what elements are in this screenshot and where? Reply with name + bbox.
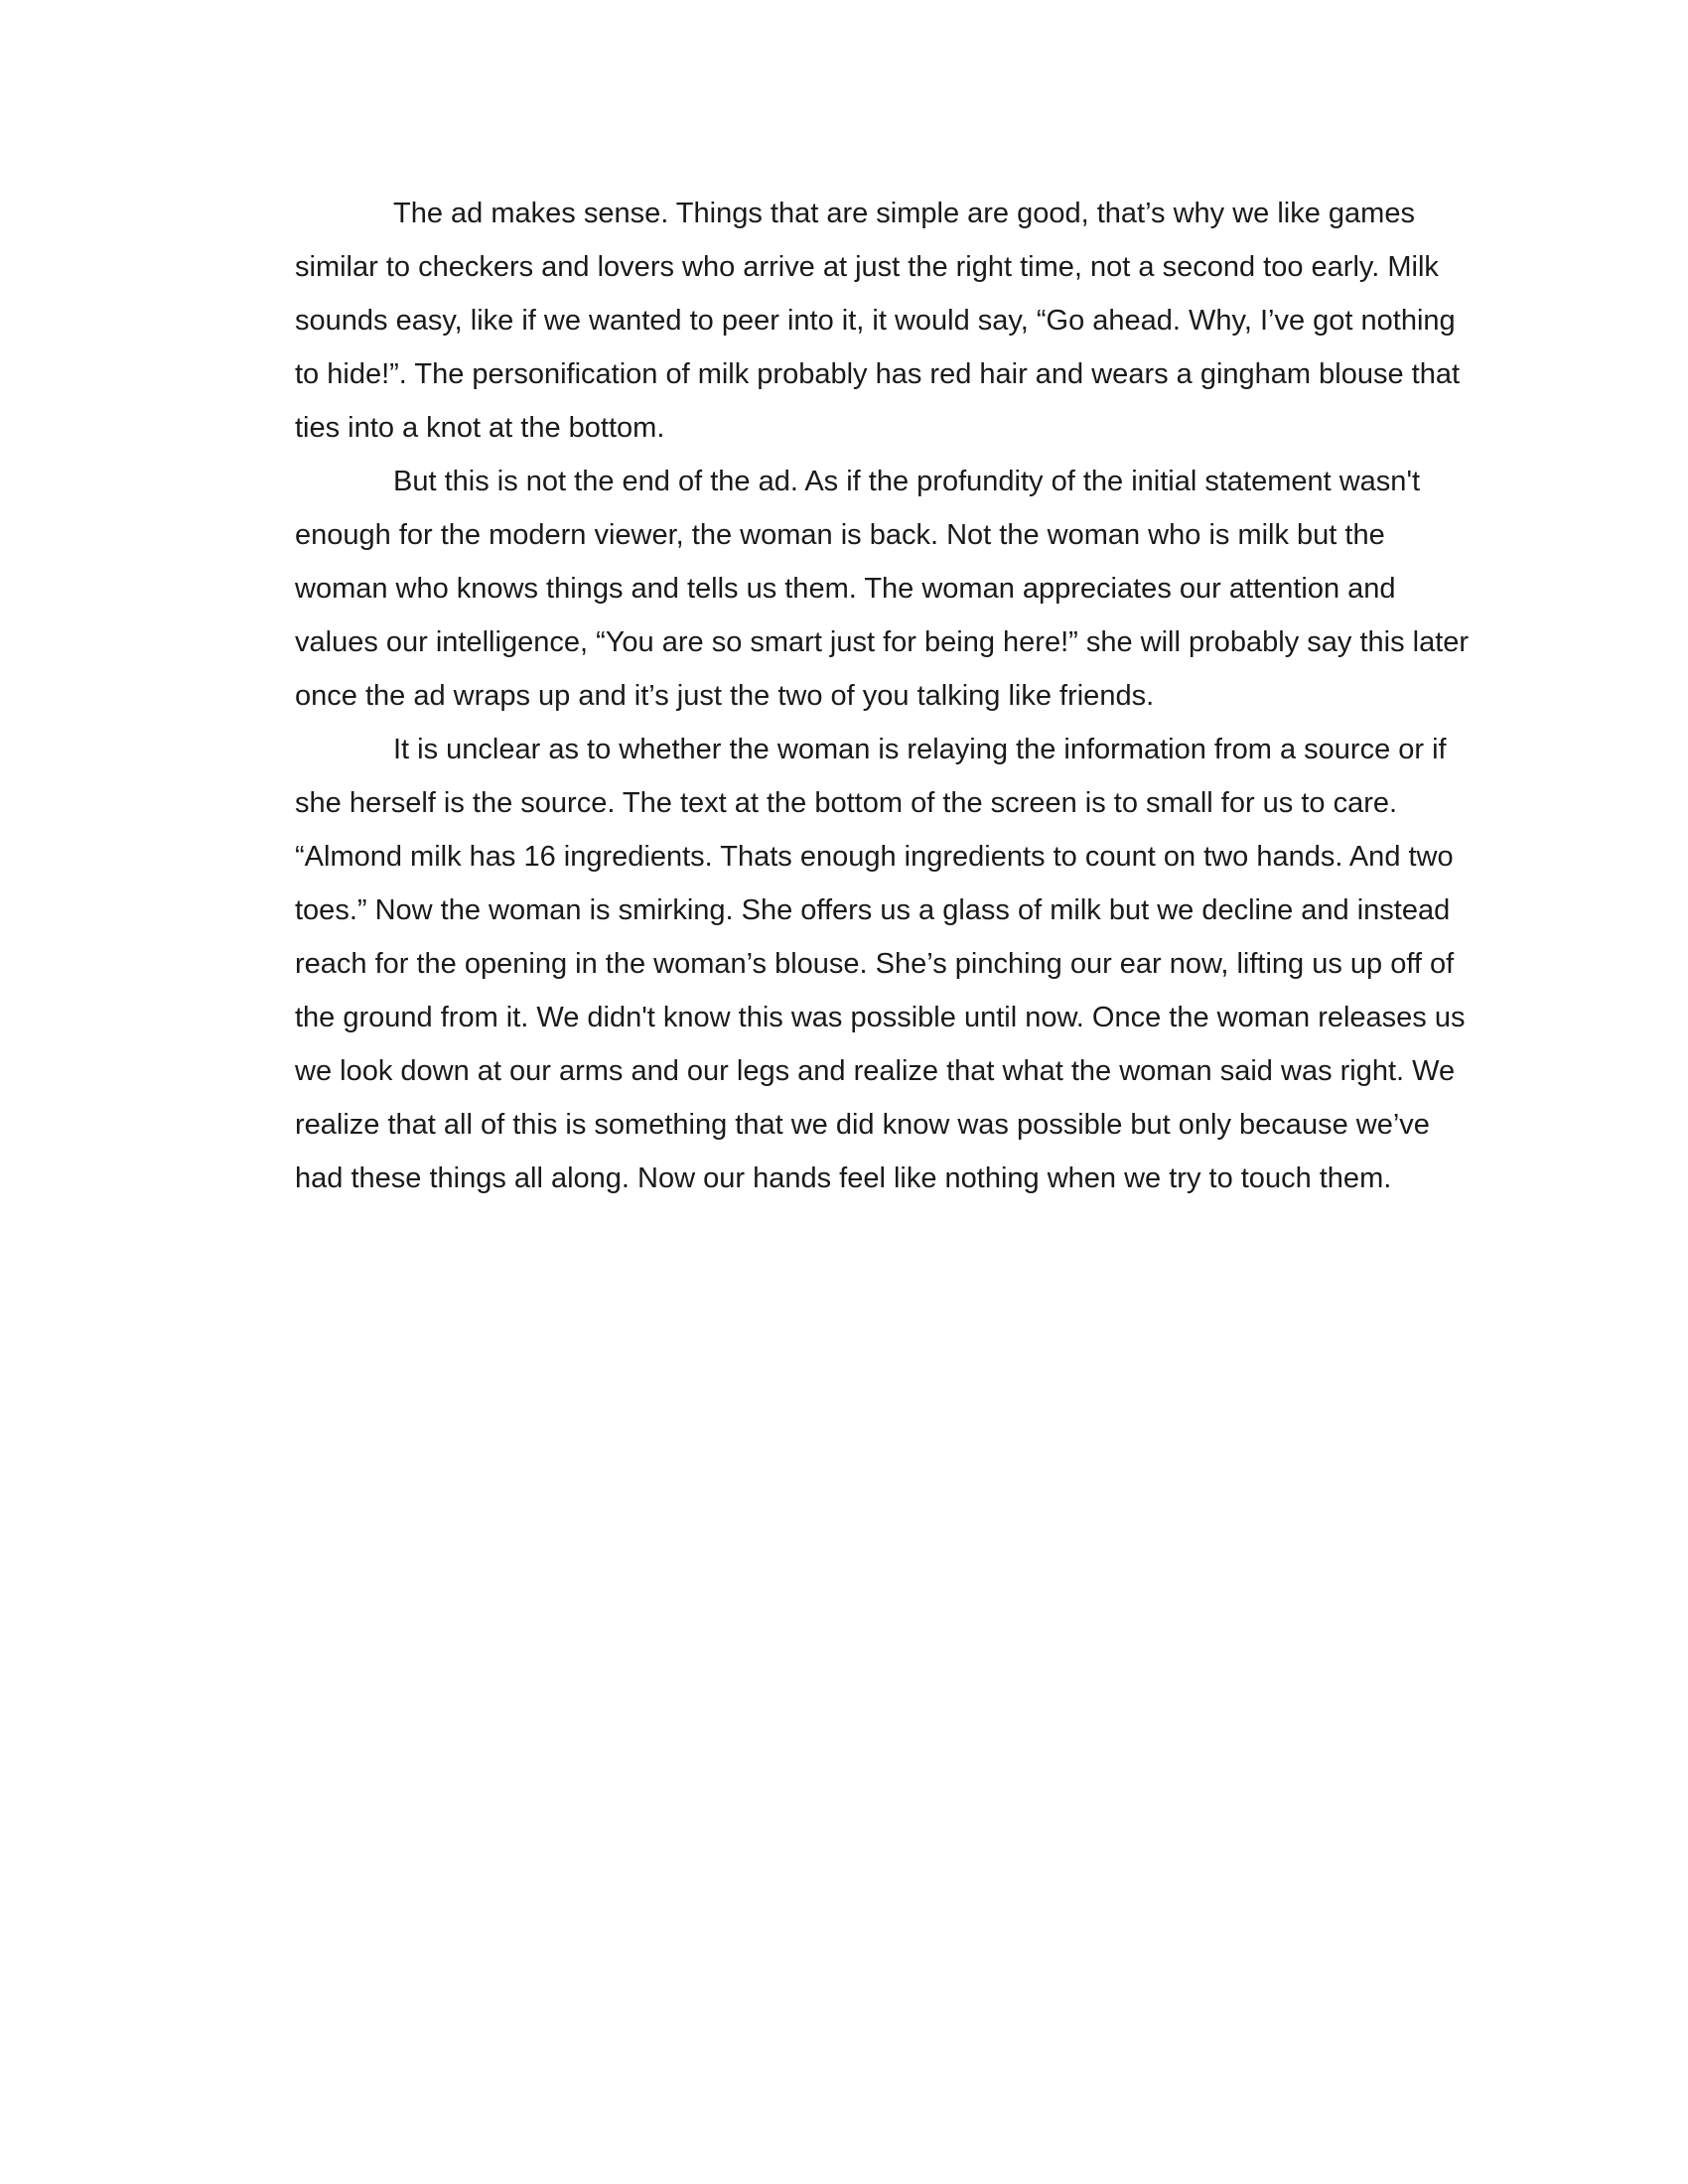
paragraph-2: But this is not the end of the ad. As if the profundity of the initial statement wasn't enough for the modern viewer, the woman is back. Not the woman who is milk but the woman who knows things and tells us them. The woman appreciates our attention and values our intelligence, “You are so smart just for being here!” she will probably say this later once the ad wraps up and it’s just the two of you talking like friends. [295,466,1470,712]
paragraph-3: It is unclear as to whether the woman is relaying the information from a source or if she herself is the source. The text at the bottom of the screen is to small for us to care. “Almond milk has 16 ingredients. Thats enough ingredients to count on two hands. And two toes.” Now the woman is smirking. She offers us a glass of milk but we decline and instead reach for the opening in the woman’s blouse. She’s pinching our ear now, lifting us up off of the ground from it. We didn't know this was possible until now. Once the woman releases us we look down at our arms and our legs and realize that what the woman said was right. We realize that all of this is something that we did know was possible but only because we’ve had these things all along. Now our hands feel like nothing when we try to touch them. [295,734,1466,1194]
document-body [295,187,1477,1205]
paragraph-1: The ad makes sense. Things that are simple are good, that’s why we like games similar to checkers and lovers who arrive at just the right time, not a second too early. Milk sounds easy, like if we wanted to peer into it, it would say, “Go ahead. Why, I’ve got nothing to hide!”. The personification of milk probably has red hair and wears a gingham blouse that ties into a knot at the bottom. [295,198,1461,444]
